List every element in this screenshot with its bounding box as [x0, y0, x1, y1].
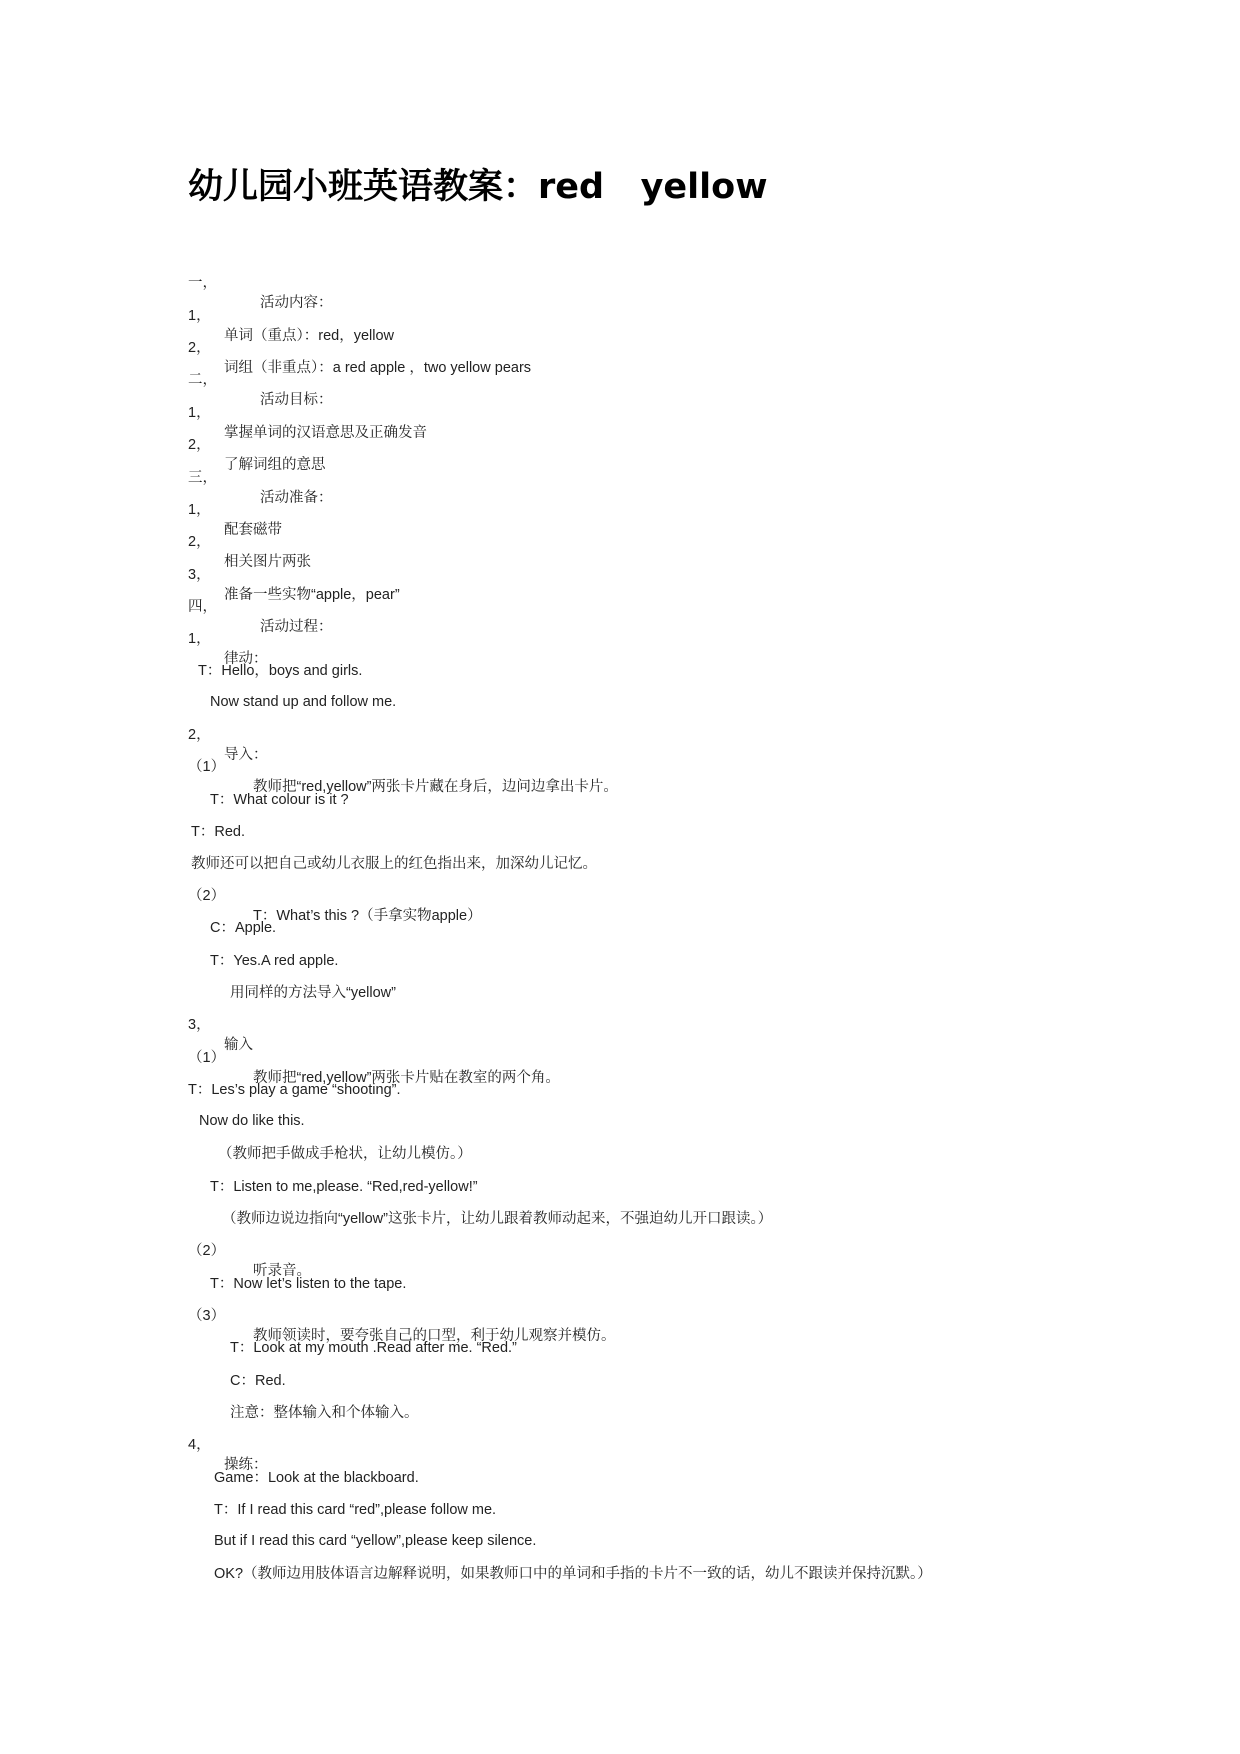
item-text: T：Les’s play a game “shooting”.: [188, 1082, 401, 1098]
item-text: 了解词组的意思: [224, 457, 326, 473]
item-number: 2，: [188, 437, 211, 453]
item-number: （2）: [188, 888, 226, 904]
item-text: 配套磁带: [224, 522, 282, 538]
item-number: 3，: [188, 1017, 211, 1033]
item-number: 2，: [188, 340, 211, 356]
item-text: 导入：: [224, 747, 268, 763]
item-number: 1，: [188, 631, 211, 647]
item-text: T：If I read this card “red”,please follow me.: [214, 1502, 497, 1518]
item-text: T：Look at my mouth .Read after me. “Red.”: [230, 1340, 517, 1356]
item-number: 1，: [188, 405, 211, 421]
item-number: （3）: [188, 1308, 226, 1324]
item-number: 1，: [188, 502, 211, 518]
item-text: 操练：: [224, 1457, 268, 1473]
item-text: OK?（教师边用肢体语言边解释说明，如果教师口中的单词和手指的卡片不一致的话，幼儿不跟读并保持沉默。）: [214, 1566, 932, 1582]
item-number: （2）: [188, 1243, 226, 1259]
item-number: 2，: [188, 534, 211, 550]
document-title: 幼儿园小班英语教案：red yellow: [188, 167, 768, 207]
item-text: T：Now let’s listen to the tape.: [210, 1276, 407, 1292]
item-text: 相关图片两张: [224, 554, 311, 570]
section-number: 三，: [188, 470, 217, 486]
item-text: Game：Look at the blackboard.: [214, 1470, 419, 1486]
section-number: 四，: [188, 599, 217, 615]
item-number: 4，: [188, 1437, 211, 1453]
item-text: C：Apple.: [210, 920, 277, 936]
item-number: 2，: [188, 727, 211, 743]
item-text: （教师边说边指向“yellow”这张卡片，让幼儿跟着教师动起来，不强迫幼儿开口跟读。）: [222, 1211, 773, 1227]
item-text: 听录音。: [253, 1263, 311, 1279]
item-text: Now stand up and follow me.: [210, 694, 397, 710]
item-text: 单词（重点）：red，yellow: [224, 328, 394, 344]
section-heading: 活动准备：: [260, 490, 333, 506]
item-text: C：Red.: [230, 1373, 286, 1389]
section-number: 一，: [188, 275, 217, 291]
item-text: 教师把“red,yellow”两张卡片贴在教室的两个角。: [253, 1070, 560, 1086]
item-text: 词组（非重点）：a red apple ，two yellow pears: [224, 360, 532, 376]
item-number: （1）: [188, 759, 226, 775]
item-number: （1）: [188, 1050, 226, 1066]
dialogue-line: [0, 1544, 932, 1604]
item-text: 教师还可以把自己或幼儿衣服上的红色指出来，加深幼儿记忆。: [191, 856, 597, 872]
item-text: 准备一些实物“apple，pear”: [224, 587, 400, 603]
item-text: 用同样的方法导入“yellow”: [230, 985, 396, 1001]
item-text: （教师把手做成手枪状，让幼儿模仿。）: [218, 1146, 472, 1162]
item-text: T：Hello，boys and girls.: [198, 663, 363, 679]
item-number: 3，: [188, 567, 211, 583]
item-text: 掌握单词的汉语意思及正确发音: [224, 425, 427, 441]
item-number: 1，: [188, 308, 211, 324]
item-text: T：What’s this ?（手拿实物apple）: [253, 908, 482, 924]
item-text: Now do like this.: [199, 1113, 305, 1129]
item-text: 教师领读时，要夸张自己的口型，利于幼儿观察并模仿。: [253, 1328, 616, 1344]
section-heading: 活动目标：: [260, 392, 333, 408]
item-text: 教师把“red,yellow”两张卡片藏在身后，边问边拿出卡片。: [253, 779, 618, 795]
item-text: But if I read this card “yellow”,please keep silence.: [214, 1533, 537, 1549]
item-text: T：Yes.A red apple.: [210, 953, 339, 969]
item-text: T：Red.: [191, 824, 245, 840]
section-number: 二，: [188, 372, 217, 388]
section-heading: 活动内容：: [260, 295, 333, 311]
item-text: 输入: [224, 1037, 253, 1053]
section-heading: 活动过程：: [260, 619, 333, 635]
item-text: 律动：: [224, 651, 268, 667]
item-text: T：Listen to me,please. “Red,red-yellow!”: [210, 1179, 478, 1195]
item-text: 注意：整体输入和个体输入。: [230, 1405, 419, 1421]
item-text: T：What colour is it ?: [210, 792, 349, 808]
